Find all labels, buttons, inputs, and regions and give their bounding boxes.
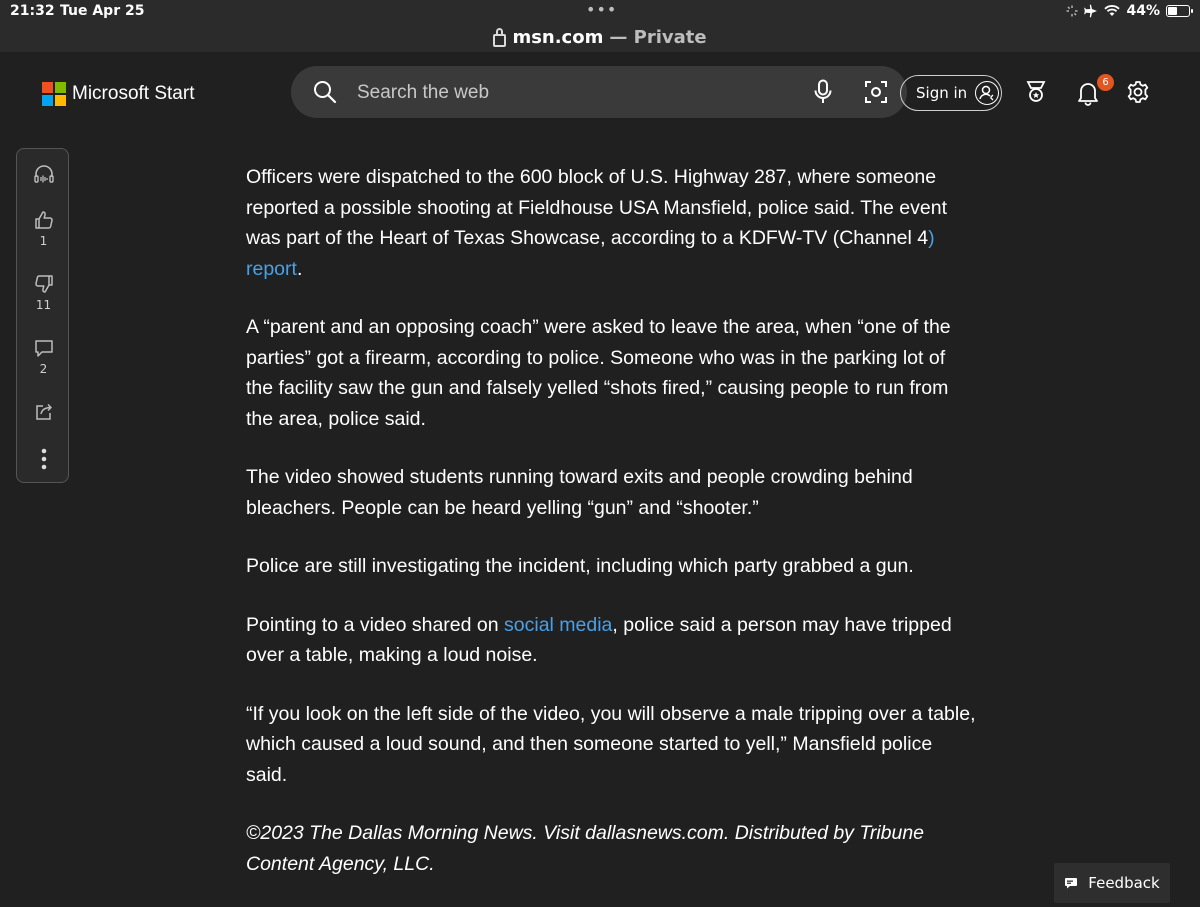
comment-button[interactable] [17, 337, 70, 376]
battery-percent: 44% [1126, 3, 1160, 19]
article-credit: ©2023 The Dallas Morning News. Visit dallasnews.com. Distributed by Tribune Content Agency, LLC. [246, 822, 925, 875]
article-paragraph [246, 162, 976, 284]
private-mode-label: — Private [609, 26, 707, 48]
microsoft-start-logo[interactable] [42, 82, 194, 106]
social-media-link[interactable]: social media [504, 613, 613, 636]
status-bar [0, 0, 1200, 22]
search-input[interactable] [355, 79, 759, 107]
listen-button[interactable] [17, 163, 70, 185]
url-domain[interactable]: msn.com [512, 26, 604, 48]
status-indicators [1066, 3, 1190, 19]
like-button[interactable] [17, 209, 70, 248]
thumbs-up-icon [33, 209, 55, 231]
airplane-icon [1084, 4, 1098, 18]
status-date: Tue Apr 25 [60, 3, 145, 19]
battery-icon [1166, 5, 1190, 17]
like-count: 1 [39, 234, 48, 248]
microsoft-logo-icon [42, 82, 66, 106]
multitasking-dots[interactable]: ••• [586, 0, 618, 19]
article-paragraph [246, 610, 976, 671]
paragraph-text: Pointing to a video shared on [246, 613, 505, 636]
microphone-icon[interactable] [813, 79, 833, 105]
dislike-count: 11 [35, 298, 52, 312]
feedback-icon [1064, 877, 1078, 889]
comment-count: 2 [39, 362, 48, 376]
gear-icon[interactable] [1126, 80, 1150, 104]
status-time: 21:32 [10, 3, 55, 19]
lock-icon [493, 34, 506, 47]
site-header [0, 52, 1200, 132]
article-paragraph: The video showed students running toward exits and people crowding behind bleachers. People can be heard yelling “gun” and “shooter.” [246, 466, 913, 519]
article-paragraph: “If you look on the left side of the video, you will observe a male tripping over a table, which caused a loud sound, and then someone started to yell,” Mansfield police said. [246, 702, 976, 786]
more-icon [40, 447, 48, 471]
article-paragraph: A “parent and an opposing coach” were asked to leave the area, when “one of the parties” got a firearm, according to police. Someone who was in the parking lot of the facility saw the gun and falsely yelled “shots fired,” causing people to run from the area, police said. [246, 316, 951, 430]
paragraph-text: , police said a person may have tripped over a table, making a loud noise. [246, 613, 952, 666]
sign-in-button[interactable] [900, 75, 1002, 111]
article-paragraph: Police are still investigating the incident, including which party grabbed a gun. [246, 555, 914, 577]
search-icon[interactable] [313, 80, 337, 104]
logo-text: Microsoft Start [72, 83, 195, 104]
loading-icon [1066, 5, 1078, 17]
headphones-icon [33, 163, 55, 185]
paragraph-text: . [296, 257, 303, 280]
report-link[interactable]: ) report [246, 227, 935, 280]
share-icon [33, 401, 55, 423]
notification-badge: 6 [1097, 74, 1114, 91]
feedback-label: Feedback [1088, 874, 1160, 892]
thumbs-down-icon [33, 273, 55, 295]
wifi-icon [1104, 5, 1120, 17]
search-box[interactable] [291, 66, 907, 118]
sign-in-label: Sign in [916, 84, 968, 102]
article-body [246, 162, 976, 907]
feedback-button[interactable] [1054, 863, 1170, 903]
user-icon [975, 81, 999, 105]
visual-search-icon[interactable] [863, 79, 889, 105]
dislike-button[interactable] [17, 273, 70, 312]
address-bar[interactable] [0, 22, 1200, 52]
article-action-toolbar [16, 148, 69, 483]
paragraph-text: Officers were dispatched to the 600 block of U.S. Highway 287, where someone reported a possible shooting at Fieldhouse USA Mansfield, police said. The event was part of the Heart of Texas Showcase, according to a KDFW-TV (Channel 4 [246, 166, 947, 249]
more-options-button[interactable] [17, 447, 70, 471]
share-button[interactable] [17, 401, 70, 423]
comment-icon [33, 337, 55, 359]
rewards-icon[interactable] [1024, 80, 1048, 106]
